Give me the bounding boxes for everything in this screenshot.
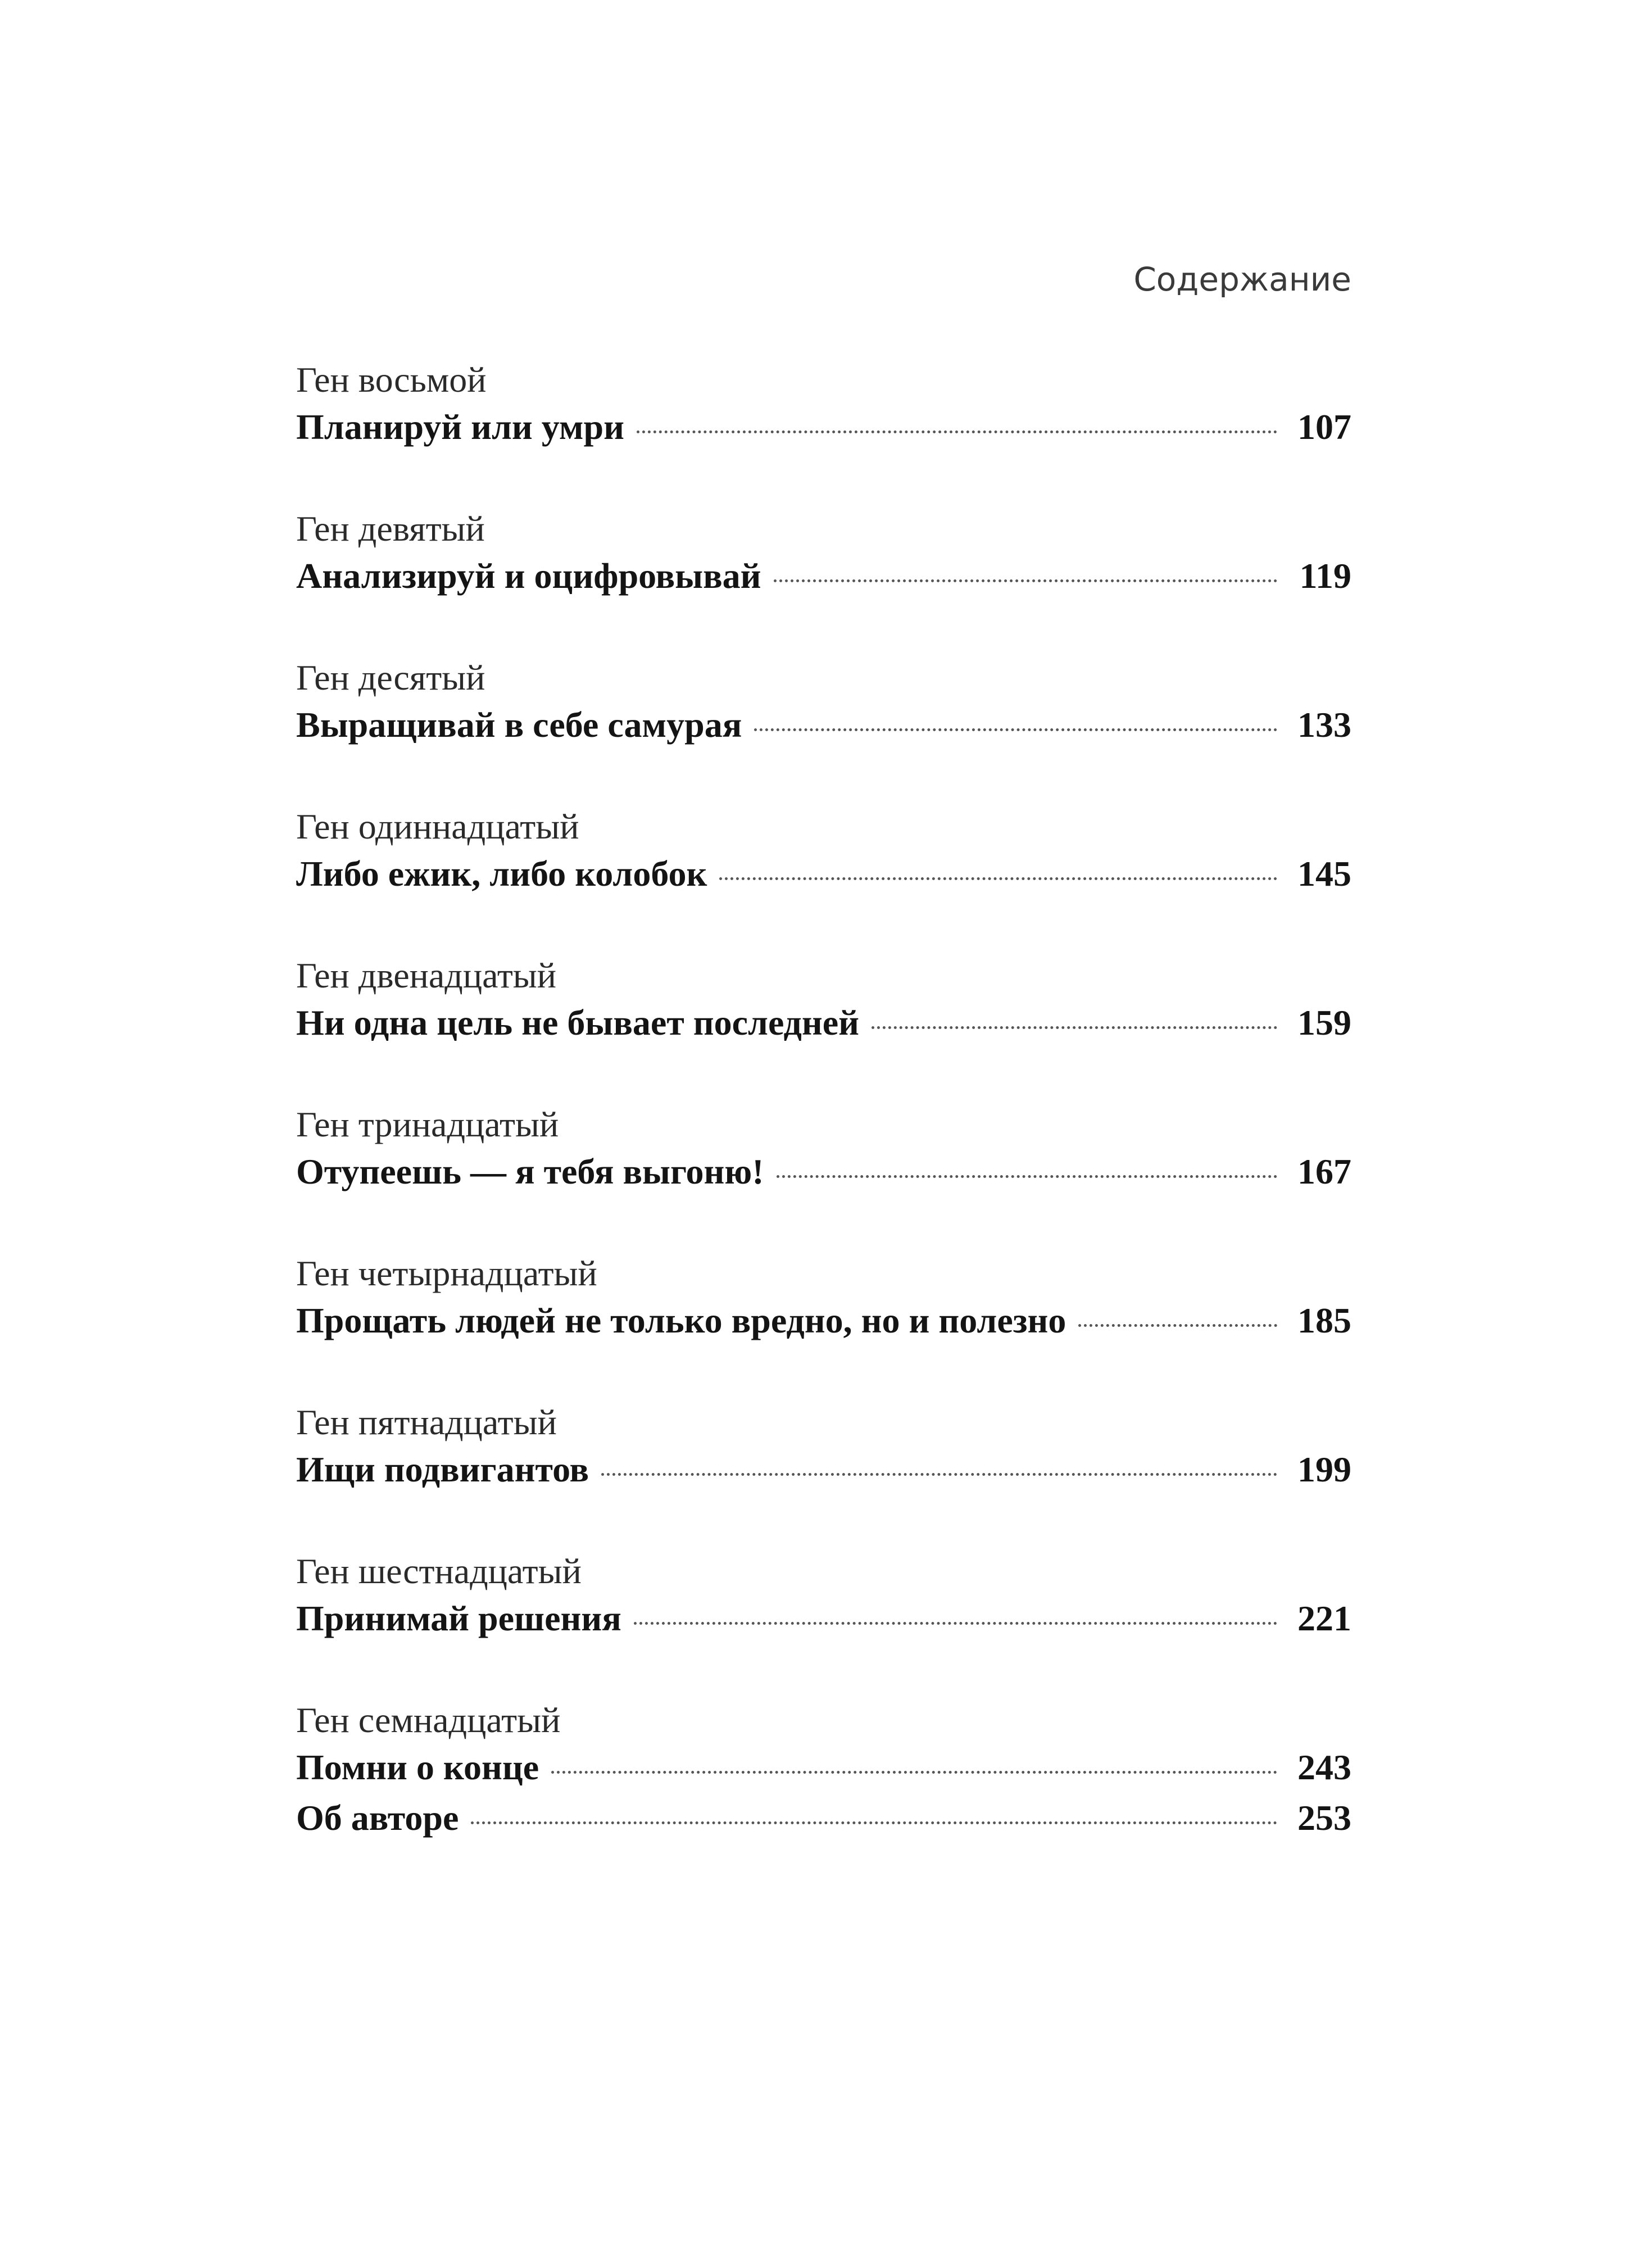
chapter-title: Либо ежик, либо колобок bbox=[296, 854, 707, 894]
page-number: 167 bbox=[1297, 1152, 1351, 1191]
running-header: Содержание bbox=[1133, 260, 1351, 298]
toc-entry bbox=[296, 357, 1351, 506]
dot-leader bbox=[634, 1622, 1277, 1625]
toc-entry bbox=[296, 1549, 1351, 1698]
toc-line[interactable] bbox=[296, 551, 1351, 601]
dot-leader bbox=[774, 579, 1277, 582]
toc-line[interactable] bbox=[296, 849, 1351, 899]
chapter-title: Ищи подвигантов bbox=[296, 1449, 589, 1489]
page-number: 145 bbox=[1297, 854, 1351, 894]
chapter-title: Принимай решения bbox=[296, 1598, 621, 1638]
toc-entry bbox=[296, 1251, 1351, 1400]
chapter-label: Ген тринадцатый bbox=[296, 1104, 559, 1144]
dot-leader bbox=[777, 1175, 1277, 1178]
table-of-contents bbox=[296, 357, 1351, 1843]
chapter-title: Выращивай в себе самурая bbox=[296, 705, 742, 745]
toc-line[interactable] bbox=[296, 1743, 1351, 1792]
toc-entry bbox=[296, 506, 1351, 655]
toc-line[interactable] bbox=[296, 1793, 1351, 1843]
chapter-title: Помни о конце bbox=[296, 1747, 539, 1787]
chapter-label: Ген одиннадцатый bbox=[296, 806, 579, 846]
dot-leader bbox=[719, 877, 1277, 880]
page-number: 159 bbox=[1297, 1003, 1351, 1043]
page-number: 107 bbox=[1297, 407, 1351, 447]
dot-leader bbox=[637, 430, 1277, 433]
dot-leader bbox=[471, 1821, 1277, 1824]
toc-entry bbox=[296, 953, 1351, 1102]
chapter-title: Ни одна цель не бывает последней bbox=[296, 1003, 860, 1043]
toc-line[interactable] bbox=[296, 1445, 1351, 1494]
toc-entry bbox=[296, 1400, 1351, 1549]
chapter-label: Ген шестнадцатый bbox=[296, 1551, 582, 1591]
toc-line[interactable] bbox=[296, 1594, 1351, 1643]
toc-line[interactable] bbox=[296, 1147, 1351, 1196]
page-number: 185 bbox=[1297, 1300, 1351, 1340]
toc-entry bbox=[296, 655, 1351, 804]
toc-entry bbox=[296, 804, 1351, 953]
page-number: 133 bbox=[1297, 705, 1351, 745]
page-number: 253 bbox=[1297, 1798, 1351, 1838]
page-number: 221 bbox=[1297, 1598, 1351, 1638]
chapter-title: Прощать людей не только вредно, но и полезно bbox=[296, 1300, 1066, 1340]
chapter-title: Анализируй и оцифровывай bbox=[296, 556, 761, 596]
toc-line[interactable] bbox=[296, 402, 1351, 452]
page-number: 199 bbox=[1297, 1449, 1351, 1489]
dot-leader bbox=[551, 1771, 1277, 1774]
page-number: 243 bbox=[1297, 1747, 1351, 1787]
toc-entry-about-author bbox=[296, 1793, 1351, 1843]
chapter-label: Ген четырнадцатый bbox=[296, 1253, 597, 1293]
chapter-label: Ген восьмой bbox=[296, 360, 487, 400]
chapter-label: Ген семнадцатый bbox=[296, 1700, 561, 1740]
toc-line[interactable] bbox=[296, 1296, 1351, 1345]
page-number: 119 bbox=[1299, 556, 1351, 596]
section-title: Об авторе bbox=[296, 1798, 459, 1838]
chapter-title: Отупеешь — я тебя выгоню! bbox=[296, 1152, 764, 1191]
chapter-label: Ген девятый bbox=[296, 509, 485, 549]
dot-leader bbox=[601, 1473, 1277, 1476]
dot-leader bbox=[1078, 1324, 1277, 1327]
chapter-label: Ген десятый bbox=[296, 658, 485, 697]
toc-line[interactable] bbox=[296, 998, 1351, 1048]
chapter-label: Ген двенадцатый bbox=[296, 955, 557, 995]
chapter-title: Планируй или умри bbox=[296, 407, 624, 447]
toc-line[interactable] bbox=[296, 700, 1351, 750]
chapter-label: Ген пятнадцатый bbox=[296, 1402, 557, 1442]
dot-leader bbox=[872, 1026, 1277, 1029]
toc-entry bbox=[296, 1102, 1351, 1251]
dot-leader bbox=[754, 728, 1277, 731]
